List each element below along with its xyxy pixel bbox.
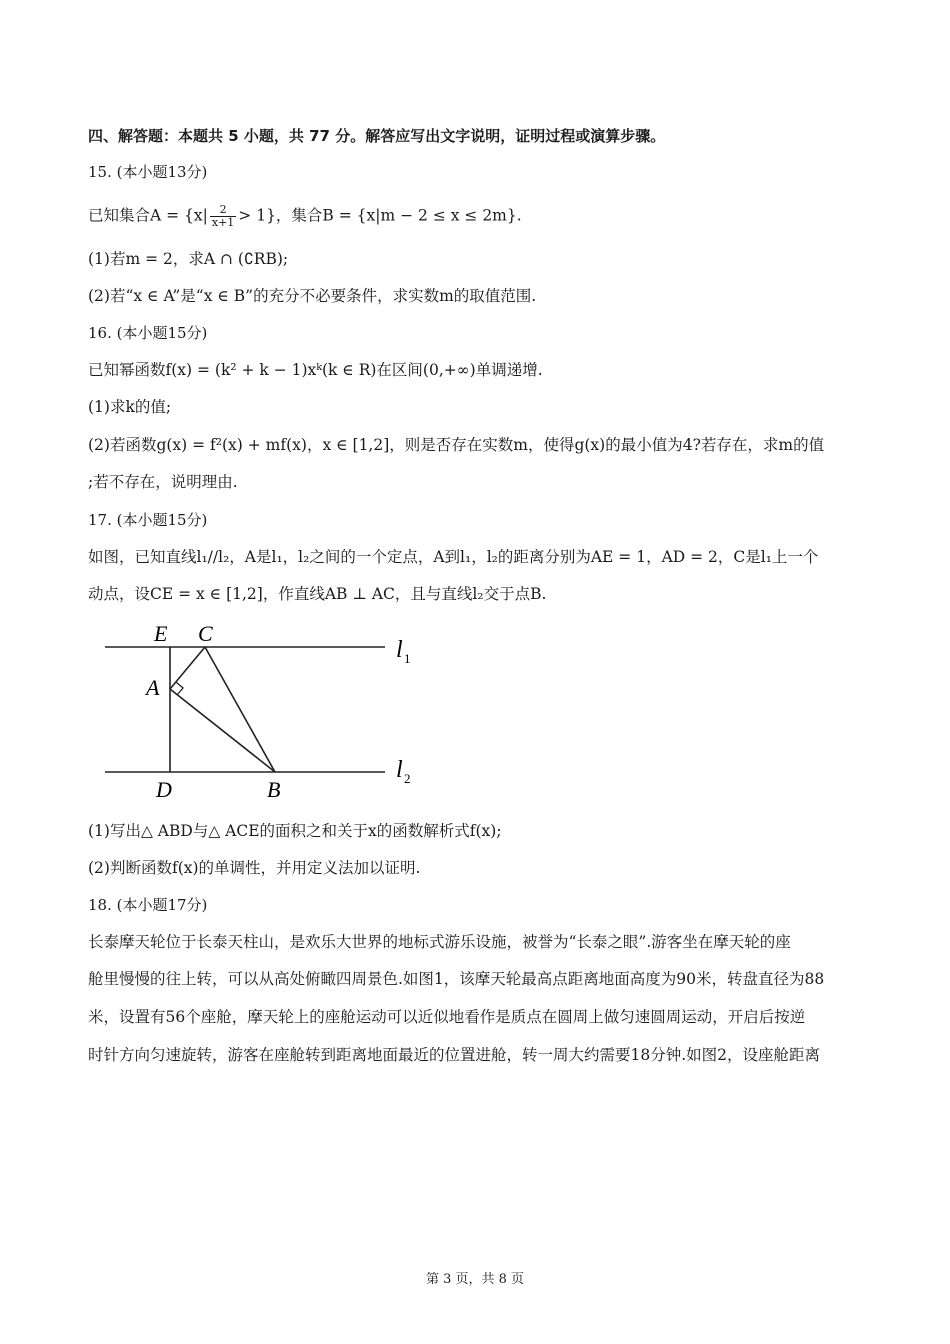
- geometry-figure: [100, 617, 430, 807]
- q16-part2-line1: (2)若函数g(x) = f²(x) + mf(x)，x ∈ [1,2]，则是否存在实数m，使得g(x)的最小值为4?若存在，求m的值: [88, 436, 825, 454]
- q15-part2: (2)若“x ∈ A”是“x ∈ B”的充分不必要条件，求实数m的取值范围.: [88, 287, 537, 305]
- q15-stem-b: > 1}，集合B = {x|m − 2 ≤ x ≤ 2m}.: [238, 206, 522, 225]
- right-angle-mark: [176, 682, 183, 695]
- q15-frac-num: 2: [210, 204, 236, 217]
- q16-part2-line2: ;若不存在，说明理由.: [88, 473, 238, 491]
- q16-part1: (1)求k的值;: [88, 398, 172, 416]
- q17-stem-line1: 如图，已知直线l₁//l₂，A是l₁，l₂之间的一个定点，A到l₁，l₂的距离分别为AE = 1，AD = 2，C是l₁上一个: [88, 548, 819, 566]
- section-heading: 四、解答题：本题共 5 小题，共 77 分。解答应写出文字说明，证明过程或演算步骤。: [88, 127, 666, 145]
- label-A: A: [146, 675, 160, 700]
- label-l1: l: [396, 637, 403, 663]
- q18-line4: 时针方向匀速旋转，游客在座舱转到距离地面最近的位置进舱，转一周大约需要18分钟.如图2，设座舱距离: [88, 1046, 821, 1064]
- label-C: C: [198, 621, 213, 646]
- label-D: D: [156, 777, 172, 802]
- q16-stem: 已知幂函数f(x) = (k² + k − 1)xᵏ(k ∈ R)在区间(0,+∞)单调递增.: [88, 361, 543, 379]
- q15-frac-den: x+1: [211, 216, 235, 229]
- segment-AB: [170, 689, 275, 772]
- q15-stem: [88, 204, 868, 229]
- q17-part1: (1)写出△ ABD与△ ACE的面积之和关于x的函数解析式f(x);: [88, 822, 502, 840]
- label-B: B: [267, 777, 281, 802]
- q17-header: 17. (本小题15分): [88, 511, 208, 529]
- segment-AC: [170, 647, 205, 689]
- q18-line3: 米，设置有56个座舱，摩天轮上的座舱运动可以近似地看作是质点在圆周上做匀速圆周运动，开启后按逆: [88, 1008, 806, 1026]
- q16-header: 16. (本小题15分): [88, 324, 208, 342]
- segment-CB: [205, 647, 275, 772]
- q15-header: 15. (本小题13分): [88, 163, 208, 181]
- q17-stem-line2: 动点，设CE = x ∈ [1,2]，作直线AB ⊥ AC，且与直线l₂交于点B.: [88, 585, 547, 603]
- label-E: E: [154, 621, 168, 646]
- q15-part1: (1)若m = 2，求A ∩ (∁RB);: [88, 250, 289, 268]
- label-l2: l: [396, 757, 403, 783]
- q18-line2: 舱里慢慢的往上转，可以从高处俯瞰四周景色.如图1，该摩天轮最高点距离地面高度为90米，转盘直径为88: [88, 970, 825, 988]
- q17-part2: (2)判断函数f(x)的单调性，并用定义法加以证明.: [88, 859, 421, 877]
- q15-stem-a: 已知集合A = {x|: [88, 206, 208, 225]
- label-l2-sub: 2: [404, 771, 411, 786]
- label-l1-sub: 1: [404, 651, 411, 666]
- page-footer: 第 3 页，共 8 页: [425, 1272, 525, 1287]
- q18-header: 18. (本小题17分): [88, 896, 208, 914]
- q15-fraction: [210, 204, 236, 229]
- q18-line1: 长泰摩天轮位于长泰天柱山，是欢乐大世界的地标式游乐设施，被誉为“长泰之眼”.游客坐在摩天轮的座: [88, 933, 791, 951]
